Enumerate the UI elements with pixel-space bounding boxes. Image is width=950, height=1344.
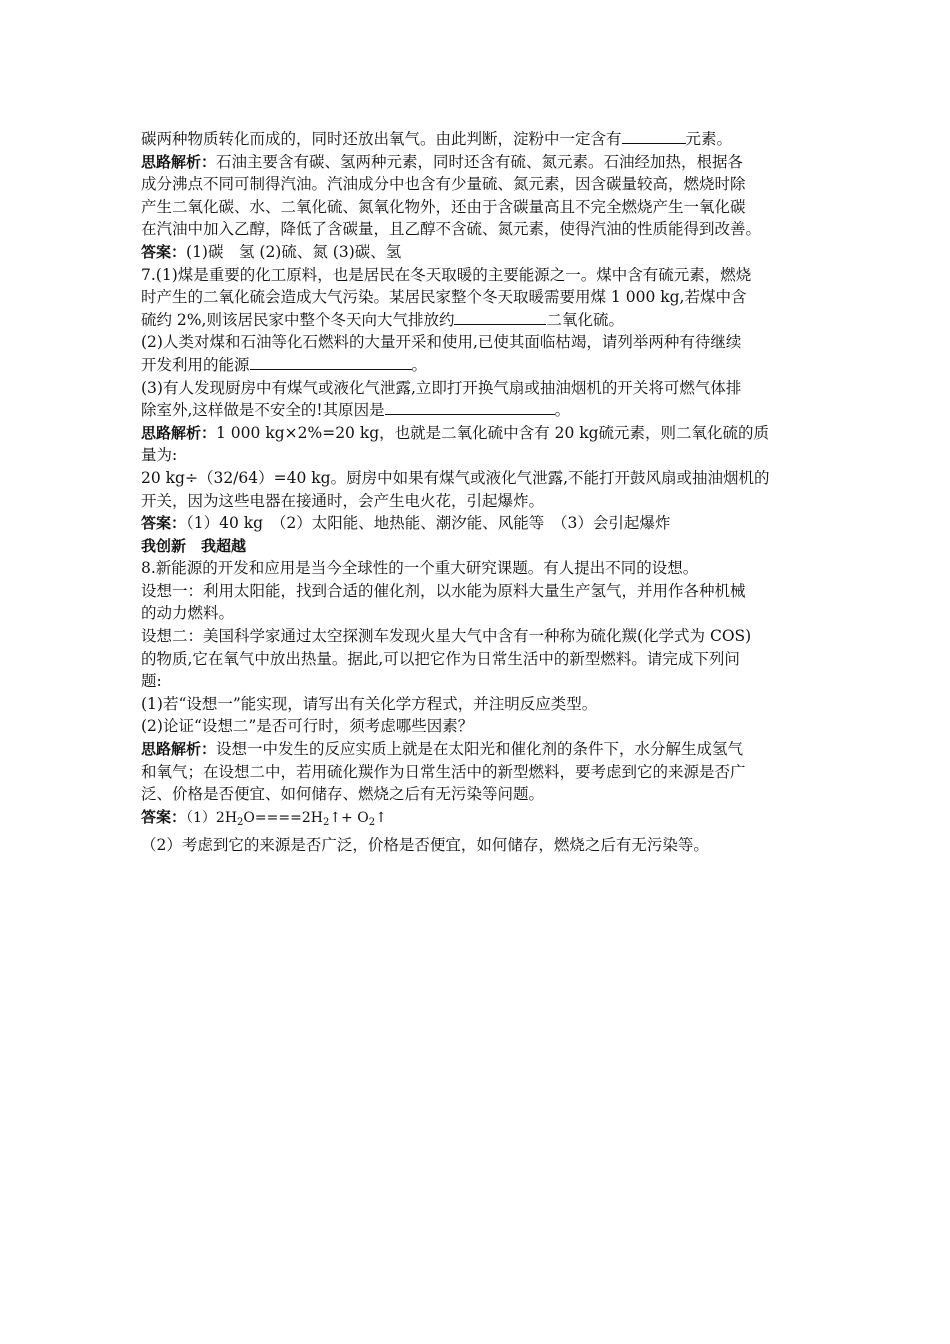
section-title: 我创新 我超越 [141,536,247,555]
answer-blank [454,310,546,325]
analysis-label: 思路解析： [141,423,217,442]
q7-analysis: 思路解析：1 000 kg×2%=20 kg，也就是二氧化硫中含有 20 kg硫元素，则二氧化硫的质 [141,423,770,442]
q6-tail-line: 碳两种物质转化而成的，同时还放出氧气。由此判断，淀粉中一定含有 元素。 [141,130,733,148]
analysis-label: 思路解析： [141,152,217,171]
text-line: 开关，因为这些电器在接通时，会产生电火花，引起爆炸。 [141,491,545,510]
q6-analysis: 思路解析：石油主要含有碳、氢两种元素，同时还含有硫、氮元素。石油经加热，根据各 [141,152,744,171]
sub-question-1: (1)若“设想一”能实现，请写出有关化学方程式，并注明反应类型。 [141,694,598,713]
q7-answer: 答案：（1）40 kg （2）太阳能、地热能、潮汐能、风能等 （3）会引起爆炸 [141,514,671,533]
sub-question-2: (2)论证“设想二”是否可行时，须考虑哪些因素？ [141,717,474,736]
answer-label: 答案： [141,807,187,826]
text-line: 泛、价格是否便宜、如何储存、燃烧之后有无污染等问题。 [141,785,545,804]
q8-analysis: 思路解析：设想一中发生的反应实质上就是在太阳光和催化剂的条件下，水分解生成氢气 [141,740,744,759]
text-line: 产生二氧化碳、水、二氧化硫、氮氧化物外，还由于含碳量高且不完全燃烧产生一氧化碳 [141,197,746,216]
text-line: 设想二：美国科学家通过太空探测车发现火星大气中含有一种称为硫化羰(化学式为 COS) [141,627,752,646]
q6-answer: 答案：(1)碳 氢 (2)硫、氮 (3)碳、氢 [141,242,402,261]
text-line: (3)有人发现厨房中有煤气或液化气泄露,立即打开换气扇或抽油烟机的开关将可燃气体排 [141,378,742,397]
text-line: 题: [141,672,162,691]
text-line: 硫约 2%,则该居民家中整个冬天向大气排放约 二氧化硫。 [141,310,624,329]
question-7-line: 7.(1)煤是重要的化工原料，也是居民在冬天取暖的主要能源之一。煤中含有硫元素，燃烧 [141,265,752,284]
text-line: 除室外,这样做是不安全的!其原因是 。 [141,401,571,420]
text-line: 的物质,它在氧气中放出热量。据此,可以把它作为日常生活中的新型燃料。请完成下列问 [141,649,740,668]
question-8-line: 8.新能源的开发和应用是当今全球性的一个重大研究课题。有人提出不同的设想。 [141,559,699,578]
text-line: (2)人类对煤和石油等化石燃料的大量开采和使用,已使其面临枯竭，请列举两种有待继续 [141,333,742,352]
text-line: 开发利用的能源 。 [141,355,428,374]
answer-blank [385,400,555,415]
text-line: 成分沸点不同可制得汽油。汽油成分中也含有少量硫、氮元素，因含碳量较高，燃烧时除 [141,175,746,194]
text-line: 在汽油中加入乙醇，降低了含碳量，且乙醇不含硫、氮元素，使得汽油的性质能得到改善。 [141,220,762,239]
answer-blank [250,355,412,370]
text-line: 的动力燃料。 [141,604,235,623]
answer-blank [622,129,686,144]
answer-label: 答案： [141,242,187,261]
text-line: 时产生的二氧化硫会造成大气污染。某居民家整个冬天取暖需要用煤 1 000 kg,若煤中含 [141,288,747,307]
text-line: 和氧气；在设想二中，若用硫化羰作为日常生活中的新型燃料，要考虑到它的来源是否广 [141,762,746,781]
text-line: （2）考虑到它的来源是否广泛，价格是否便宜，如何储存，燃烧之后有无污染等。 [141,836,709,855]
document-page [141,128,813,857]
text-line: 量为: [141,446,178,465]
chemical-equation: $(1)2H_2O====2H_2↑+$ $O_2↑$ [186,809,387,828]
text-line: 20 kg÷（32/64）=40 kg。厨房中如果有煤气或液化气泄露,不能打开鼓风扇或抽油烟机的 [141,468,770,487]
text-line: 设想一：利用太阳能，找到合适的催化剂，以水能为原料大量生产氢气，并用作各种机械 [141,581,746,600]
answer-label: 答案： [141,514,187,533]
analysis-label: 思路解析： [141,740,217,759]
q8-answer [141,806,813,835]
